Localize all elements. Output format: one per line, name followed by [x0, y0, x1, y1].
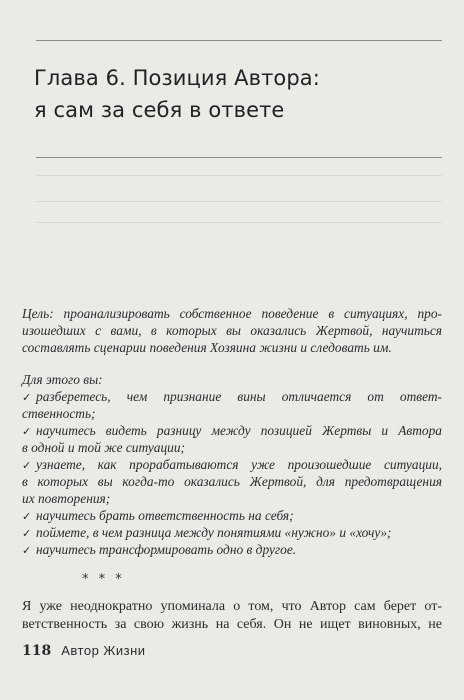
checkmark-icon: ✓ — [22, 510, 32, 523]
list-item-line: ✓ научитесь трансформировать одно в другое. — [22, 542, 297, 557]
body-text-line: Я уже неоднократно упоминала о том, что Автор сам берет от- — [22, 599, 442, 614]
list-item-line: ✓ узнаете, как прорабатываются уже произошедшие ситуации, — [22, 457, 442, 472]
chapter-title-line-1: Глава 6. Позиция Автора: — [34, 66, 320, 90]
checkmark-icon: ✓ — [22, 391, 32, 404]
bleed-through-line — [36, 222, 442, 223]
goal-line: составлять сценарии поведения Хозяина жизни и следовать им. — [22, 340, 392, 355]
goal-line: Цель: проанализировать собственное поведение в ситуациях, про- — [22, 306, 442, 321]
bleed-through-line — [36, 201, 442, 202]
list-item-line: в которых вы когда-то оказались Жертвой, для предотвращения — [22, 474, 442, 489]
bottom-rule — [36, 157, 442, 158]
bleed-through-line — [36, 175, 442, 176]
goal-line: изошедших с вами, в которых вы оказались Жертвой, научиться — [22, 323, 442, 338]
list-intro: Для этого вы: — [22, 372, 103, 387]
body-text-line: ветственность за свою жизнь на себя. Он не ищет виновных, не — [22, 617, 442, 632]
running-title: Автор Жизни — [61, 643, 146, 658]
checkmark-icon: ✓ — [22, 544, 32, 557]
top-rule — [36, 40, 442, 41]
checkmark-icon: ✓ — [22, 459, 32, 472]
list-item-line: ✓ научитесь видеть разницу между позицией Жертвы и Автора — [22, 423, 442, 438]
list-item-line: ✓ разберетесь, чем признание вины отличается от ответ- — [22, 389, 442, 404]
checkmark-icon: ✓ — [22, 527, 32, 540]
list-item-line: их повторения; — [22, 491, 111, 506]
page-number: 118 — [22, 643, 52, 659]
checkmark-icon: ✓ — [22, 425, 32, 438]
list-item-line: ✓ поймете, в чем разница между понятиями «нужно» и «хочу»; — [22, 525, 392, 540]
section-separator: * * * — [82, 572, 125, 587]
list-item-line: в одной и той же ситуации; — [22, 440, 186, 455]
list-item-line: ✓ научитесь брать ответственность на себя; — [22, 508, 294, 523]
list-item-line: ственность; — [22, 406, 96, 421]
page-footer — [22, 643, 146, 660]
chapter-title-line-2: я сам за себя в ответе — [34, 98, 285, 122]
